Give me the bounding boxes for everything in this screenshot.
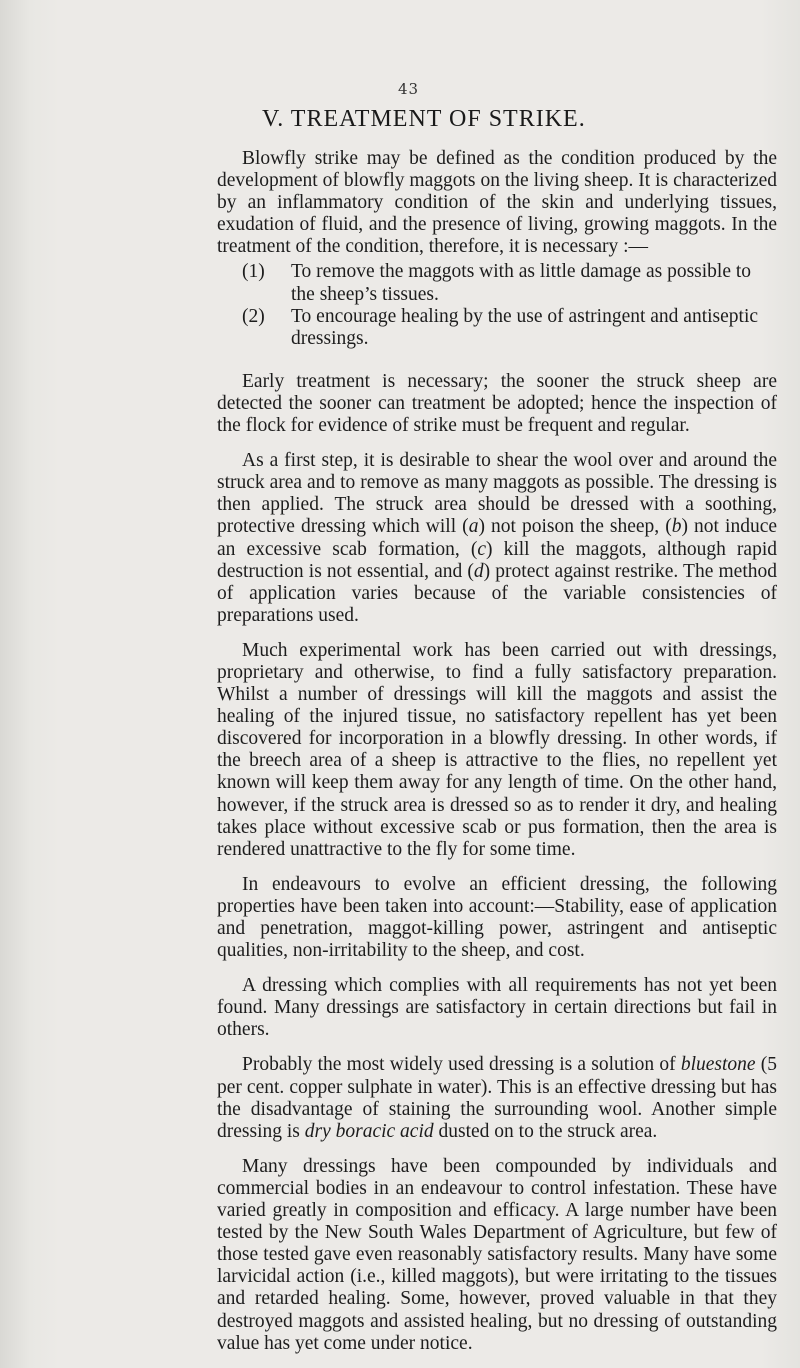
list-item <box>217 306 777 350</box>
paragraph-first-step: As a first step, it is desirable to shear the wool over and around the struck area and to remove as many maggots as possible. The dressing is then applied. The struck area should be dressed with a soothing, protective dressing which will (a) not poison the sheep, (b) not induce an excessive scab formation, (c) kill the maggots, although rapid destruction is not essential, and (d) protect against restrike. The method of application varies because of the variable consistencies of preparations used. <box>217 450 778 626</box>
paragraph-definition: Blowfly strike may be defined as the condition produced by the development of blowfly maggots on the living sheep. It is characterized by an inflammatory condition of the skin and underlying tissues, exudation of fluid, and the presence of living, growing maggots. In the treatment of the condition, therefore, it is necessary :— <box>217 148 777 258</box>
treatment-aims-list <box>217 261 777 349</box>
list-item-text: To encourage healing by the use of astringent and antiseptic dressings. <box>291 305 759 349</box>
page-number: 43 <box>398 80 420 98</box>
paragraph-bluestone: Probably the most widely used dressing is a solution of bluestone (5 per cent. copper sulphate in water). This is an effective dressing but has the disadvantage of staining the surrounding wool. Another simple dressing is dry boracic acid dusted on to the struck area. <box>217 1054 777 1142</box>
paragraph-experimental-work: Much experimental work has been carried out with dressings, proprietary and otherwise, to find a fully satisfactory preparation. Whilst a number of dressings will kill the maggots and assist the healing of the injured tissue, no satisfactory repellent has yet been discovered for incorporation in a blowfly dressing. In other words, if the breech area of a sheep is attractive to the flies, no repellent yet known will keep them away for any length of time. On the other hand, however, if the struck area is dressed so as to render it dry, and healing takes place without excessive scab or pus formation, then the area is rendered unattractive to the fly for some time. <box>217 639 777 860</box>
paragraph-properties: In endeavours to evolve an efficient dressing, the following properties have been taken into account:—Stability, ease of application and penetration, maggot-killing power, astringent and antiseptic qualities, non-irritability to the sheep, and cost. <box>217 873 777 962</box>
section-title: V. TREATMENT OF STRIKE. <box>262 106 586 132</box>
list-item-text: To remove the maggots with as little damage as possible to the sheep’s tissues. <box>291 261 752 305</box>
document-body <box>217 148 777 1368</box>
paragraph-compounded-dressings: Many dressings have been compounded by individuals and commercial bodies in an endeavour to control infestation. These have varied greatly in composition and efficacy. A large number have been tested by the New South Wales Department of Agriculture, but few of those tested gave even reasonably satisfactory results. Many have some larvicidal action (i.e., killed maggots), but were irritating to the tissues and retarded healing. Some, however, proved valuable in that they destroyed maggots and assisted healing, but no dressing of outstanding value has yet come under notice. <box>217 1155 777 1354</box>
list-item-number: (2) <box>242 305 265 327</box>
paragraph-requirements: A dressing which complies with all requirements has not yet been found. Many dressings are satisfactory in certain directions but fail in others. <box>217 975 777 1041</box>
list-item <box>217 261 777 305</box>
paragraph-early-treatment: Early treatment is necessary; the sooner the struck sheep are detected the sooner can treatment be adopted; hence the inspection of the flock for evidence of strike must be frequent and regular. <box>217 370 777 437</box>
list-item-number: (1) <box>242 261 265 283</box>
